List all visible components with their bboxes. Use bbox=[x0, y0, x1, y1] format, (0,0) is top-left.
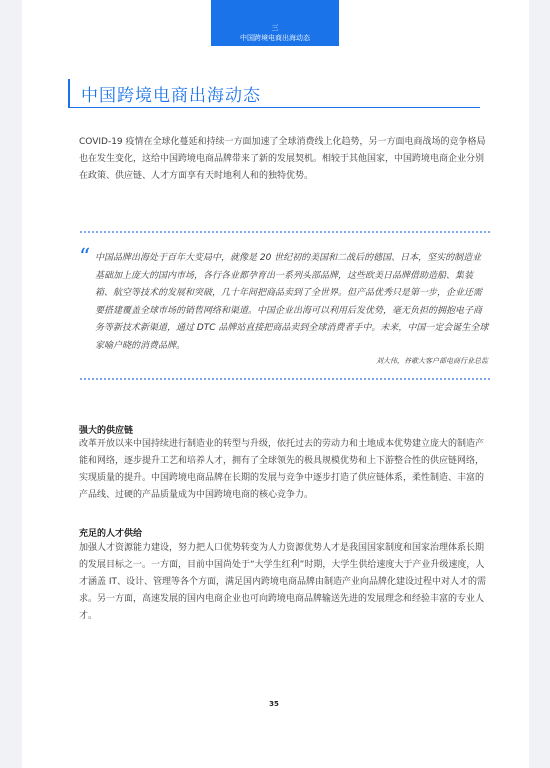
chapter-number: 三 bbox=[271, 24, 279, 32]
section-title: 中国跨境电商出海动态 bbox=[81, 86, 261, 106]
subsection-heading-supply-chain: 强大的供应链 bbox=[79, 426, 134, 436]
section-title-accent-bar bbox=[68, 79, 70, 108]
section-title-block bbox=[68, 79, 480, 108]
subsection-heading-talent: 充足的人才供给 bbox=[79, 529, 143, 539]
subsection-body-talent: 加强人才资源能力建设，努力把人口优势转变为人力资源优势人才是我国国家制度和国家治理体系长期的发展目标之一。一方面，目前中国尚处于“大学生红利”时期，大学生供给速度大于产业升级速度，人才涵盖 IT、设计、管理等各个方面，满足国内跨境电商品牌由制造产业向品牌化建设过程中对人才的需求。另一方面，高速发展的国内电商企业也可向跨境电商品牌输送先进的发展理念和经验丰富的专业人才。 bbox=[79, 543, 487, 621]
quote-top-divider bbox=[80, 231, 490, 233]
page-number: 35 bbox=[269, 700, 279, 708]
intro-paragraph: COVID-19 疫情在全球化蔓延和持续一方面加速了全球消费线上化趋势，另一方面电商战场的竞争格局也在发生变化，这给中国跨境电商品牌带来了新的发展契机。相较于其他国家，中国跨境电商企业分别在政策、供应链、人才方面享有天时地利人和的独特优势。 bbox=[79, 137, 486, 181]
quote-text: 中国品牌出海处于百年大变局中，就像是 20 世纪初的美国和二战后的德国、日本，坚实的制造业基础加上庞大的国内市场，各行各业都孕育出一系列头部品牌，这些欧美日品牌借助造船、集装箱、航空等技术的发展和突破，几十年间把商品卖到了全世界。但产品优秀只是第一步，企业还需要搭建覆盖全球市场的销售网络和渠道。中国企业出海可以利用后发优势，毫无负担的拥抱电子商务等新技术新渠道，通过 DTC 品牌站直接把商品卖到全球消费者手中。未来，中国一定会诞生全球家喻户晓的消费品牌。 bbox=[95, 253, 489, 351]
document-page bbox=[22, 0, 529, 768]
subsection-body-supply-chain: 改革开放以来中国持续进行制造业的转型与升级，依托过去的劳动力和土地成本优势建立庞大的制造产能和网络，逐步提升工艺和培养人才，拥有了全球领先的极具规模优势和上下游整合性的供应链网络，实现质量的提升。中国跨境电商品牌在长期的发展与竞争中逐步打造了供应链体系，柔性制造、丰富的产品线、过硬的产品质量成为中国跨境电商的核心竞争力。 bbox=[79, 439, 485, 500]
quote-author: 刘大伟，谷歌大客户部电商行业总监 bbox=[376, 357, 488, 365]
chapter-title: 中国跨境电商出海动态 bbox=[240, 34, 310, 42]
quote-bottom-divider bbox=[80, 378, 490, 380]
chapter-header-tab bbox=[211, 0, 339, 46]
quote-mark-icon: “ bbox=[79, 245, 91, 270]
